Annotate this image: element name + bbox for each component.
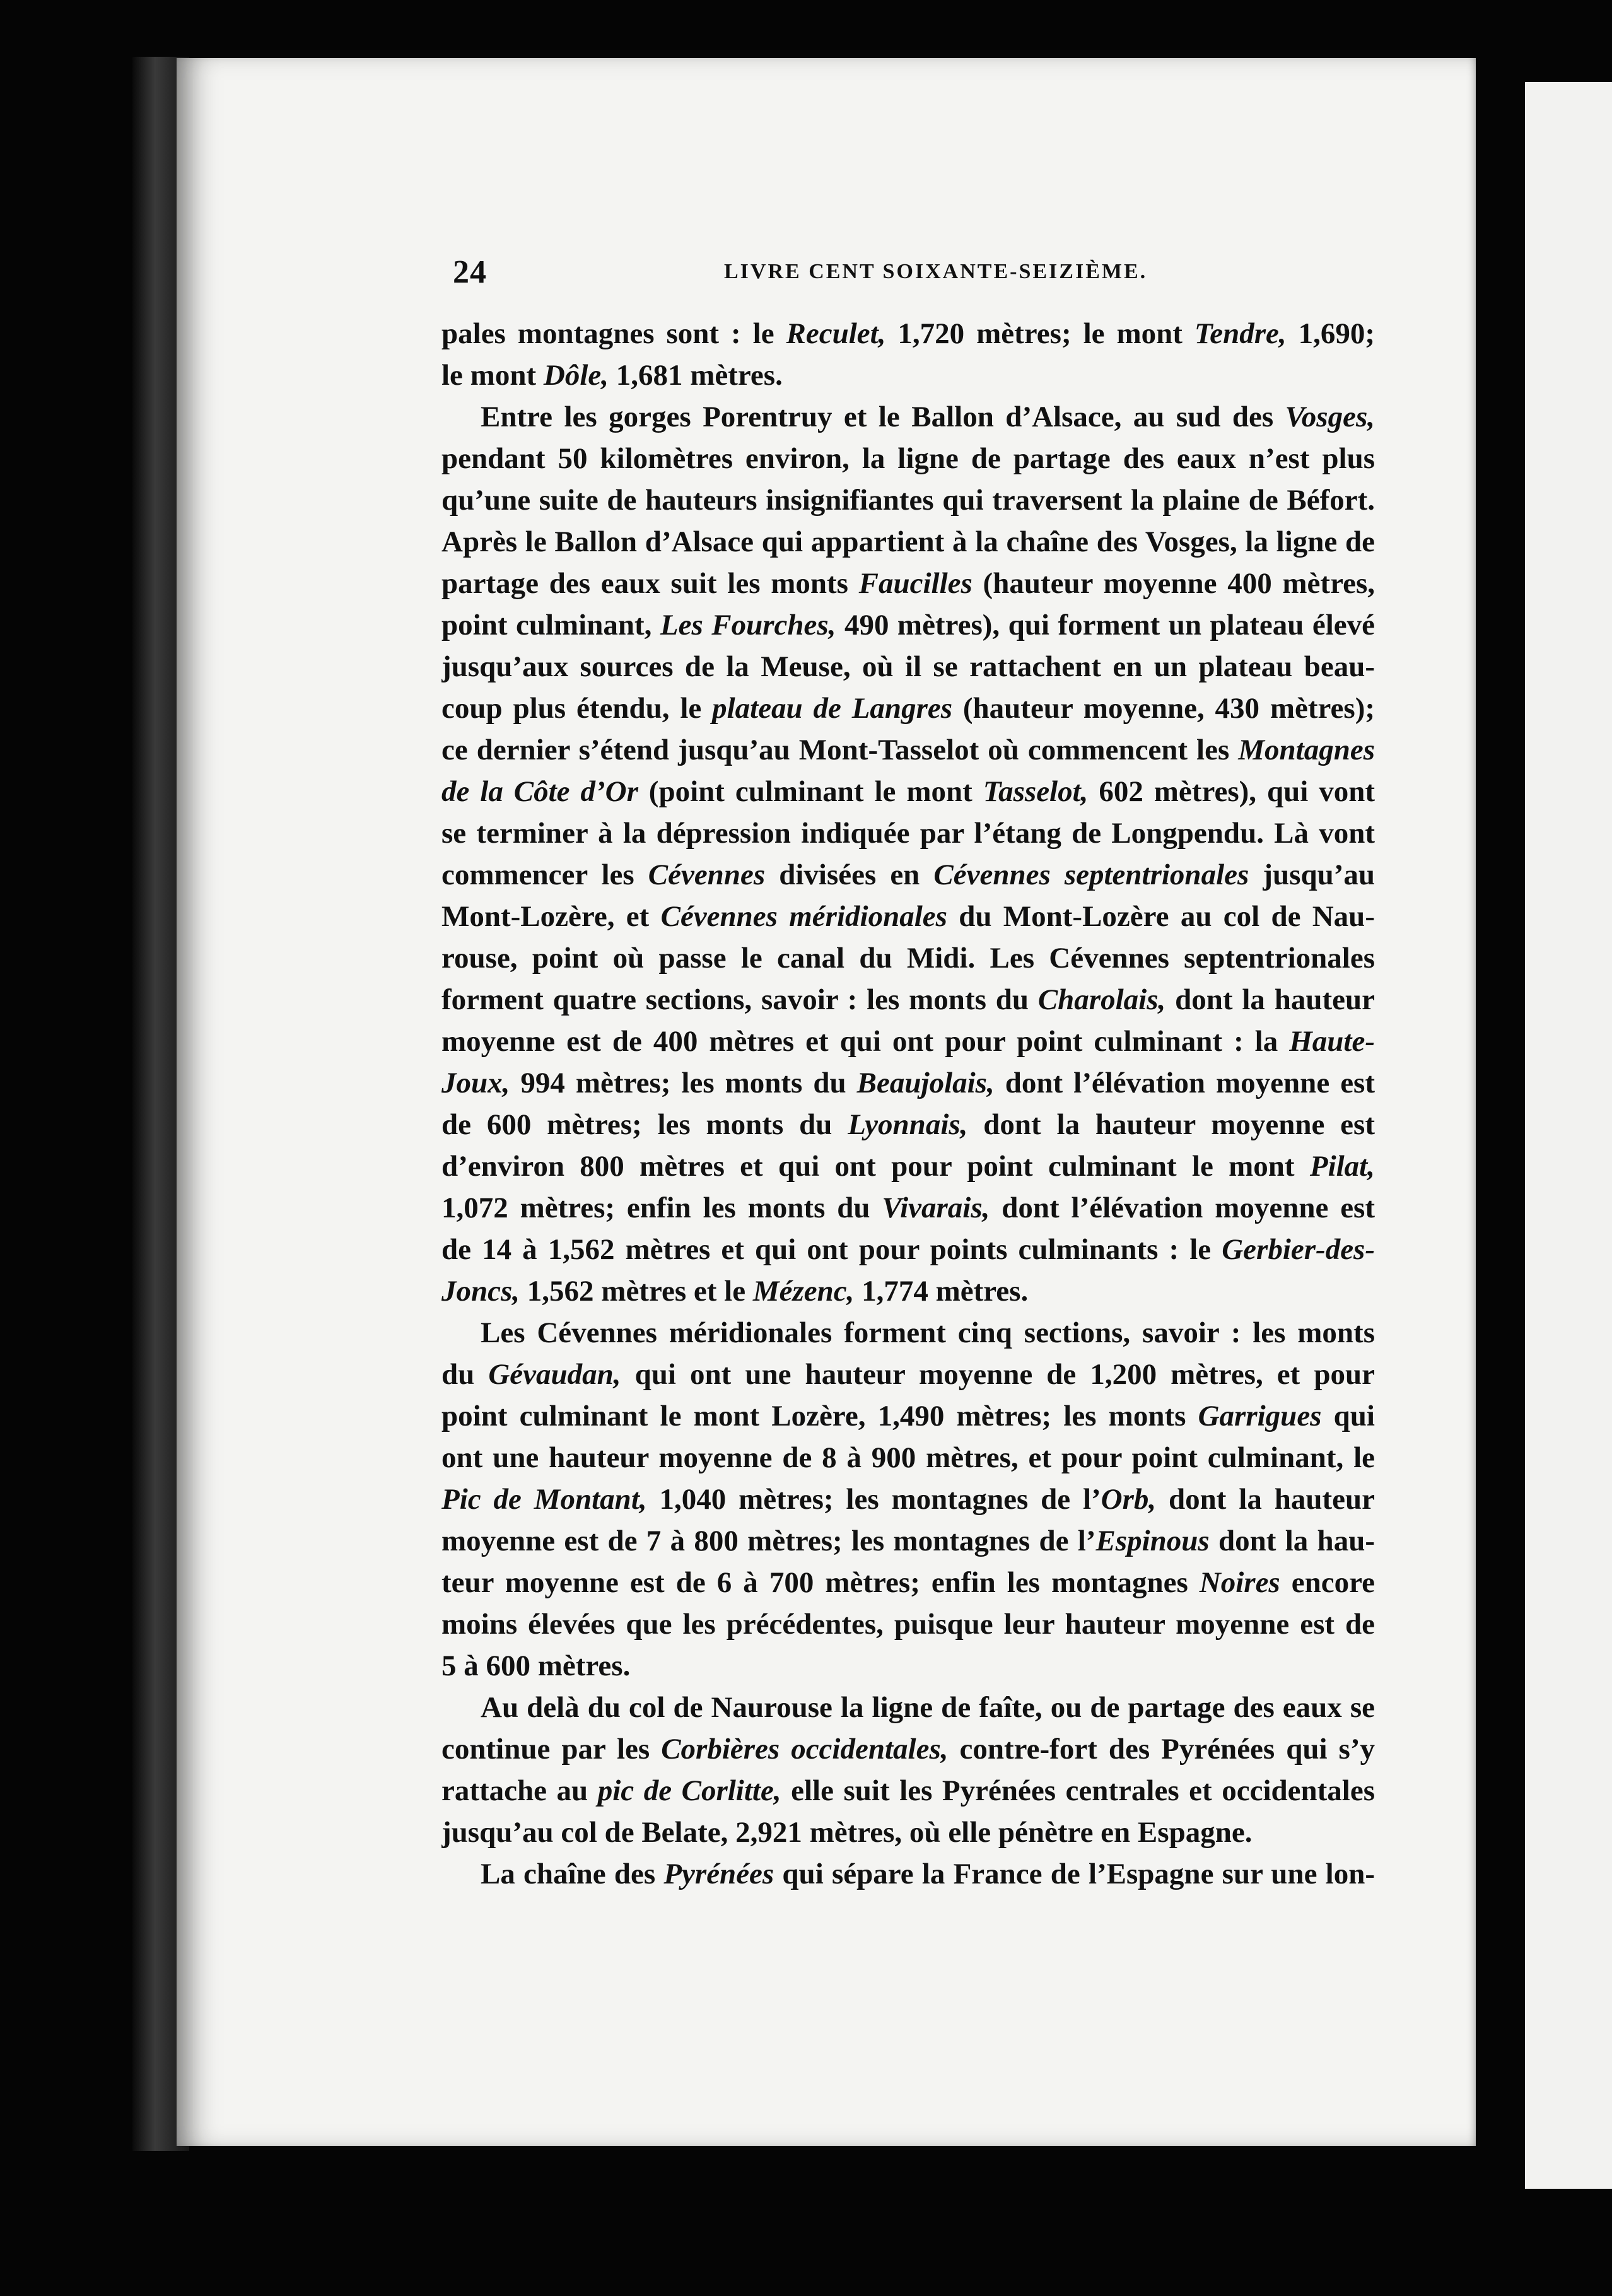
text-span: Mont-Lozère, et (441, 900, 661, 933)
text-span: La chaîne des (481, 1858, 664, 1890)
text-line (441, 1312, 1375, 1354)
text-span: 5 à 600 mètres. (441, 1649, 631, 1682)
text-line (441, 1229, 1375, 1270)
text-line (441, 937, 1375, 979)
italic-text: Beaujolais, (856, 1067, 995, 1099)
text-span: moins élevées que les précédentes, puisque leur hauteur moyenne est de (441, 1608, 1375, 1641)
text-span: qui sépare la France de l’Espagne sur une lon- (774, 1858, 1375, 1890)
text-span: dont la hauteur moyenne est (967, 1108, 1375, 1141)
page-header (453, 254, 1380, 304)
text-span: jusqu’au col de Belate, 2,921 mètres, où elle pénètre en Espagne. (441, 1816, 1253, 1849)
text-line (441, 1437, 1375, 1479)
text-span: rouse, point où passe le canal du Midi. Les Cévennes septentrionales (441, 942, 1375, 975)
text-line (441, 1687, 1375, 1728)
italic-text: Lyonnais, (848, 1108, 968, 1141)
italic-text: Garrigues (1198, 1400, 1322, 1432)
text-line (441, 1603, 1375, 1645)
text-line (441, 729, 1375, 771)
text-span: 1,562 mètres et le (520, 1275, 753, 1308)
text-line (441, 1062, 1375, 1104)
text-line (441, 854, 1375, 896)
italic-text: Dôle, (543, 359, 609, 392)
text-span: d’environ 800 mètres et qui ont pour point culminant le mont (441, 1150, 1310, 1183)
text-span: encore (1280, 1566, 1375, 1599)
text-line (441, 1562, 1375, 1603)
text-span: partage des eaux suit les monts (441, 567, 859, 600)
italic-text: Cévennes (648, 858, 766, 891)
text-span: qui (1321, 1400, 1375, 1432)
text-span: Au delà du col de Naurouse la ligne de faîte, ou de partage des eaux se (481, 1691, 1375, 1724)
text-line (441, 1520, 1375, 1562)
text-line (441, 604, 1375, 646)
text-span: divisées en (765, 858, 934, 891)
italic-text: Les Fourches, (660, 609, 836, 641)
text-line (441, 438, 1375, 479)
text-line (441, 1728, 1375, 1770)
italic-text: Pilat, (1309, 1150, 1375, 1183)
text-line (441, 646, 1375, 688)
text-line (441, 1645, 1375, 1687)
text-span: se terminer à la dépression indiquée par l’étang de Longpendu. Là vont (441, 817, 1375, 850)
italic-text: Charolais, (1037, 983, 1166, 1016)
italic-text: pic de Corlitte, (597, 1774, 781, 1807)
text-line (441, 1479, 1375, 1520)
text-line (441, 979, 1375, 1021)
text-line (441, 521, 1375, 563)
text-span: (hauteur moyenne 400 mètres, (972, 567, 1375, 600)
text-span: moyenne est de 400 mètres et qui ont pour point culminant : la (441, 1025, 1290, 1058)
italic-text: Vivarais, (882, 1192, 990, 1224)
text-line (441, 1812, 1375, 1853)
italic-text: Pic de Montant, (441, 1483, 647, 1516)
italic-text: Cévennes méridionales (660, 900, 947, 933)
text-span: ce dernier s’étend jusqu’au Mont-Tasselot où commencent les (441, 734, 1239, 766)
italic-text: Pyrénées (663, 1858, 774, 1890)
text-span: 490 mètres), qui forment un plateau élevé (836, 609, 1375, 641)
body-text (441, 313, 1375, 1895)
text-span: qui ont une hauteur moyenne de 1,200 mètres, et pour (621, 1358, 1375, 1391)
italic-text: Noires (1199, 1566, 1280, 1599)
text-span: de 14 à 1,562 mètres et qui ont pour points culminants : le (441, 1233, 1222, 1266)
text-span: (hauteur moyenne, 430 mètres); (952, 692, 1375, 725)
text-line (441, 812, 1375, 854)
page-number: 24 (453, 254, 487, 290)
text-span: dont l’élévation moyenne est (994, 1067, 1375, 1099)
text-line (441, 688, 1375, 729)
italic-text: Gévaudan, (488, 1358, 621, 1391)
text-line (441, 896, 1375, 937)
text-span: du (441, 1358, 489, 1391)
italic-text: Orb, (1101, 1483, 1157, 1516)
text-line (441, 1187, 1375, 1229)
text-span: du Mont-Lozère au col de Nau- (947, 900, 1375, 933)
text-span: (point culminant le mont (638, 775, 983, 808)
text-line (441, 1021, 1375, 1062)
text-line (441, 1770, 1375, 1812)
italic-text: Corbières occidentales, (661, 1733, 949, 1766)
text-span: Après le Ballon d’Alsace qui appartient à la chaîne des Vosges, la ligne de (441, 525, 1375, 558)
text-span: moyenne est de 7 à 800 mètres; les montagnes de l’ (441, 1525, 1096, 1557)
text-span: 1,040 mètres; les montagnes de l’ (646, 1483, 1101, 1516)
text-span: commencer les (441, 858, 648, 891)
text-line (441, 1354, 1375, 1395)
text-span: 1,774 mètres. (854, 1275, 1029, 1308)
italic-text: Tendre, (1194, 317, 1287, 350)
text-line (441, 1270, 1375, 1312)
text-line (441, 396, 1375, 438)
running-title: LIVRE CENT SOIXANTE-SEIZIÈME. (724, 260, 1148, 283)
text-span: elle suit les Pyrénées centrales et occidentales (781, 1774, 1375, 1807)
text-span: rattache au (441, 1774, 598, 1807)
italic-text: plateau de Langres (712, 692, 953, 725)
text-span: le mont (441, 359, 544, 392)
text-span: point culminant, (441, 609, 660, 641)
text-span: 1,690; (1286, 317, 1375, 350)
text-span: de 600 mètres; les monts du (441, 1108, 848, 1141)
text-line (441, 563, 1375, 604)
text-line (441, 313, 1375, 354)
text-span: forment quatre sections, savoir : les monts du (441, 983, 1038, 1016)
italic-text: Joux, (441, 1067, 510, 1099)
text-line (441, 479, 1375, 521)
text-span: 1,720 mètres; le mont (885, 317, 1194, 350)
text-span: pales montagnes sont : le (441, 317, 786, 350)
text-span: 994 mètres; les monts du (510, 1067, 857, 1099)
text-line (441, 1104, 1375, 1145)
italic-text: Montagnes (1238, 734, 1375, 766)
text-span: jusqu’au (1249, 858, 1375, 891)
italic-text: Tasselot, (983, 775, 1089, 808)
italic-text: Gerbier-des- (1222, 1233, 1375, 1266)
italic-text: Mézenc, (752, 1275, 855, 1308)
text-span: jusqu’aux sources de la Meuse, où il se rattachent en un plateau beau- (441, 650, 1375, 683)
text-span: 1,072 mètres; enfin les monts du (441, 1192, 882, 1224)
text-span: continue par les (441, 1733, 662, 1766)
italic-text: Cévennes septentrionales (933, 858, 1249, 891)
text-span: coup plus étendu, le (441, 692, 713, 725)
text-span: contre-fort des Pyrénées qui s’y (948, 1733, 1375, 1766)
text-span: point culminant le mont Lozère, 1,490 mètres; les monts (441, 1400, 1198, 1432)
italic-text: Haute- (1289, 1025, 1375, 1058)
text-line (441, 771, 1375, 812)
italic-text: Reculet, (786, 317, 886, 350)
text-line (441, 1145, 1375, 1187)
text-span: dont la hauteur (1156, 1483, 1375, 1516)
text-line (441, 354, 1375, 396)
text-span: ont une hauteur moyenne de 8 à 900 mètres, et pour point culminant, le (441, 1441, 1375, 1474)
text-span: 1,681 mètres. (609, 359, 783, 392)
italic-text: Faucilles (858, 567, 972, 600)
facing-page-edge (1525, 82, 1612, 2189)
text-line (441, 1853, 1375, 1895)
text-span: Les Cévennes méridionales forment cinq sections, savoir : les monts (481, 1316, 1375, 1349)
italic-text: de la Côte d’Or (441, 775, 638, 808)
italic-text: Vosges, (1285, 401, 1375, 433)
text-span: teur moyenne est de 6 à 700 mètres; enfin les montagnes (441, 1566, 1200, 1599)
italic-text: Joncs, (441, 1275, 520, 1308)
text-span: dont la hauteur (1165, 983, 1375, 1016)
text-span: dont l’élévation moyenne est (990, 1192, 1375, 1224)
text-span: qu’une suite de hauteurs insignifiantes qui traversent la plaine de Béfort. (441, 484, 1375, 517)
text-span: dont la hau- (1209, 1525, 1375, 1557)
text-span: pendant 50 kilomètres environ, la ligne de partage des eaux n’est plus (441, 442, 1375, 475)
text-span: Entre les gorges Porentruy et le Ballon d’Alsace, au sud des (481, 401, 1285, 433)
italic-text: Espinous (1095, 1525, 1210, 1557)
text-span: 602 mètres), qui vont (1088, 775, 1375, 808)
text-line (441, 1395, 1375, 1437)
